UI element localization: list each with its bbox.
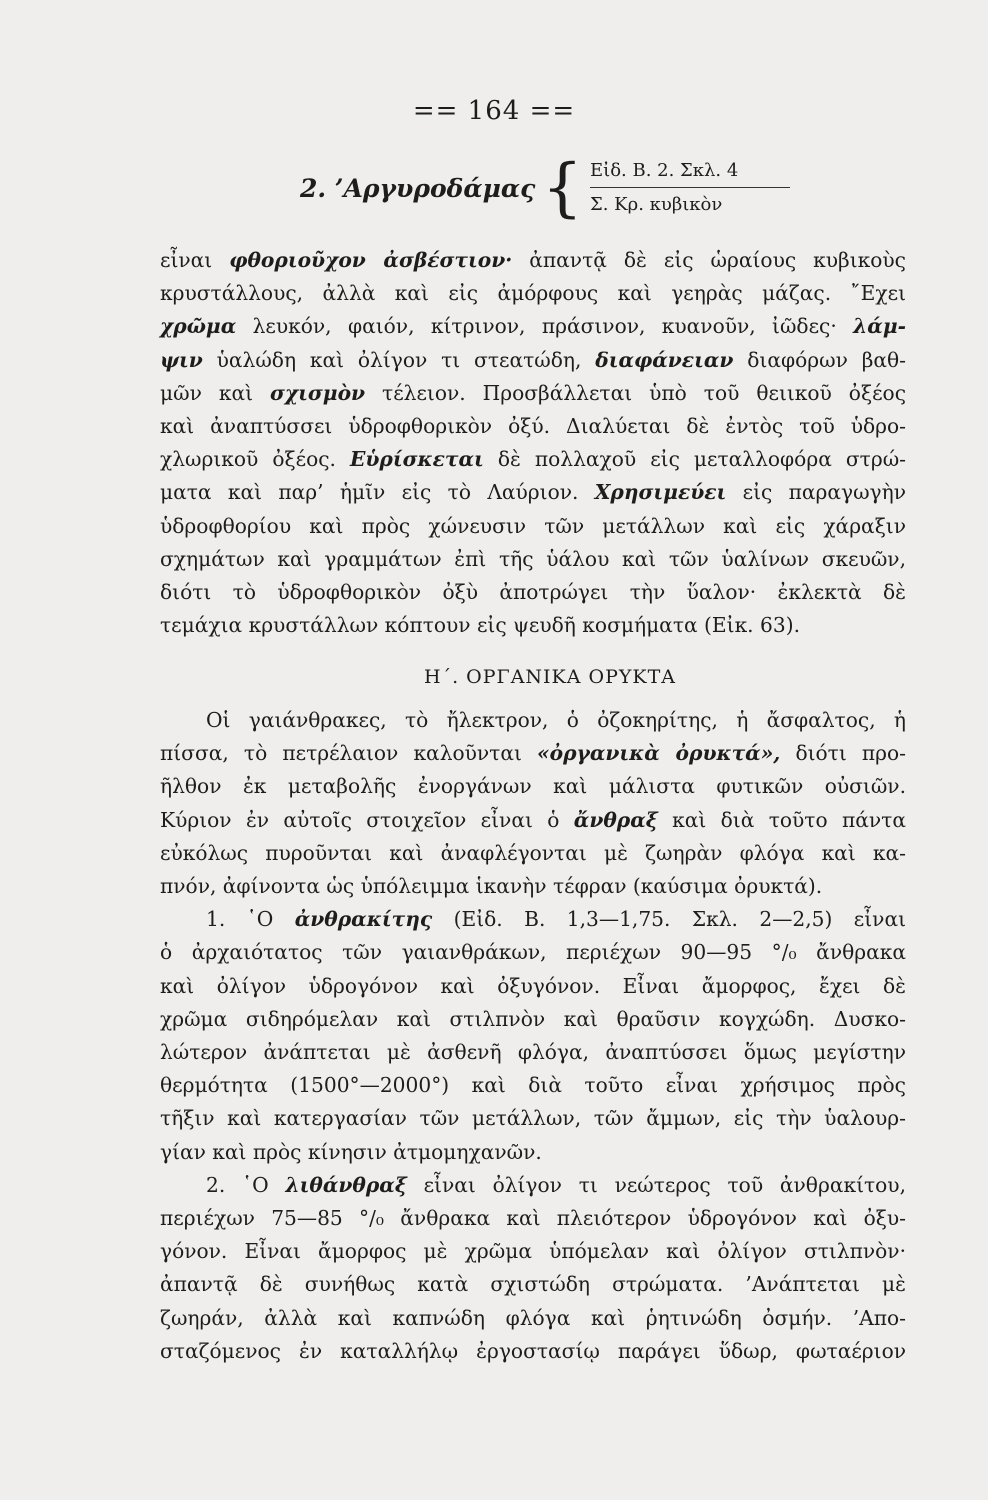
- text-run: γόνον. Εἶναι ἄμορφος μὲ χρῶμα ὑπόμελαν καὶ ὀλίγον στιλπνὸν·: [160, 1239, 906, 1264]
- text-run: σχημάτων καὶ γραμμάτων ἐπὶ τῆς ὑάλου καὶ τῶν ὑαλίνων σκευῶν,: [160, 546, 906, 571]
- text-run: πνόν, ἀφίνοντα ὡς ὑπόλειμμα ἱκανὴν τέφραν (καύσιμα ὀρυκτά).: [160, 874, 823, 899]
- text-run: τέλειον. Προσβάλλεται ὑπὸ τοῦ θειικοῦ ὀξέος: [365, 380, 906, 405]
- text-run: διότι προ-: [780, 741, 906, 766]
- emphasized-term: ψιν: [160, 347, 203, 372]
- text-run: ὁ ἀρχαιότατος τῶν γαιανθράκων, περιέχων 90—95 °/₀ ἄνθρακα: [160, 940, 906, 965]
- text-run: χλωρικοῦ ὀξέος.: [160, 447, 351, 472]
- text-run: 1. ῾Ο: [206, 907, 295, 932]
- text-run: λώτερον ἀνάπτεται μὲ ἀσθενῆ φλόγα, ἀναπτύσσει ὅμως μεγίστην: [160, 1040, 906, 1065]
- text-line: [160, 1268, 906, 1301]
- organic-minerals-text: [160, 704, 906, 1368]
- text-run: τῆξιν καὶ κατεργασίαν τῶν μετάλλων, τῶν ἄμμων, εἰς τὴν ὑαλουρ-: [160, 1106, 906, 1131]
- text-run: εὐκόλως πυροῦνται καὶ ἀναφλέγονται μὲ ζωηρὰν φλόγα καὶ κα-: [160, 840, 906, 865]
- text-line: [160, 1202, 906, 1235]
- emphasized-term: ἄνθραξ: [573, 807, 658, 832]
- text-run: 2. ῾Ο: [206, 1172, 286, 1197]
- emphasized-term: λιθάνθραξ: [285, 1172, 407, 1197]
- text-run: εἶναι: [160, 248, 230, 272]
- emphasized-term: διαφάνειαν: [595, 347, 734, 372]
- text-line: [160, 970, 906, 1003]
- text-run: γίαν καὶ πρὸς κίνησιν ἀτμομηχανῶν.: [160, 1139, 542, 1164]
- text-line: [160, 443, 906, 476]
- text-line: [160, 1335, 906, 1368]
- emphasized-term: χρῶμα: [160, 314, 237, 339]
- text-line: [160, 870, 906, 903]
- text-run: κρυστάλλους, ἀλλὰ καὶ εἰς ἀμόρφους καὶ γεηρὰς μάζας. ῎Εχει: [160, 281, 906, 306]
- section-header: [290, 152, 810, 232]
- emphasized-term: Εὑρίσκεται: [350, 447, 484, 472]
- mineral-title: 2. ’Αργυροδάμας: [300, 174, 536, 203]
- text-line: [160, 936, 906, 969]
- text-line: [160, 410, 906, 443]
- text-line: [160, 1235, 906, 1268]
- text-run: ματα καὶ παρ’ ἡμῖν εἰς τὸ Λαύριον.: [160, 480, 595, 505]
- text-line: [160, 770, 906, 803]
- text-run: χρῶμα σιδηρόμελαν καὶ στιλπνὸν καὶ θραῦσιν κογχώδη. Δυσκο-: [160, 1006, 906, 1031]
- emphasized-term: φθοριοῦχον ἀσβέστιον·: [229, 248, 513, 272]
- text-run: ζωηράν, ἀλλὰ καὶ καπνώδη φλόγα καὶ ῥητινώδη ὀσμήν. ’Απο-: [160, 1305, 906, 1330]
- text-run: ἀπαντᾷ δὲ εἰς ὡραίους κυβικοὺς: [512, 248, 906, 272]
- text-run: ἀπαντᾷ δὲ συνήθως κατὰ σχιστώδη στρώματα. ’Ανάπτεται μὲ: [160, 1272, 906, 1297]
- section-heading: Η΄. ΟΡΓΑΝΙΚΑ ΟΡΥΚΤΑ: [424, 666, 676, 688]
- text-run: πίσσα, τὸ πετρέλαιον καλοῦνται: [160, 741, 538, 766]
- text-line: [160, 1102, 906, 1135]
- text-line: [160, 1169, 906, 1202]
- text-line: [160, 1069, 906, 1102]
- text-run: θερμότητα (1500°—2000°) καὶ διὰ τοῦτο εἶναι χρήσιμος πρὸς: [160, 1073, 906, 1098]
- emphasized-term: «ὀργανικὰ ὀρυκτά»,: [537, 741, 781, 766]
- text-run: ὑαλώδη καὶ ὀλίγον τι στεατώδη,: [202, 347, 596, 372]
- page-number: == 164 ==: [412, 96, 576, 126]
- density-hardness: Εἰδ. Β. 2. Σκλ. 4: [590, 160, 790, 188]
- mineral-properties: [590, 160, 790, 215]
- text-run: ὑδροφθορίου καὶ πρὸς χώνευσιν τῶν μετάλλων καὶ εἰς χάραξιν: [160, 513, 906, 538]
- text-line: [160, 837, 906, 870]
- text-run: καὶ διὰ τοῦτο πάντα: [657, 807, 906, 832]
- text-run: περιέχων 75—85 °/₀ ἄνθρακα καὶ πλειότερον ὑδρογόνον καὶ ὀξυ-: [160, 1206, 906, 1231]
- text-line: [160, 737, 906, 770]
- text-run: Κύριον ἐν αὐτοῖς στοιχεῖον εἶναι ὁ: [160, 807, 574, 832]
- text-run: μῶν καὶ: [160, 380, 270, 405]
- text-run: καὶ ἀναπτύσσει ὑδροφθορικὸν ὀξύ. Διαλύεται δὲ ἐντὸς τοῦ ὑδρο-: [160, 414, 906, 439]
- text-line: [160, 344, 906, 377]
- emphasized-term: Χρησιμεύει: [594, 480, 727, 505]
- text-line: [160, 310, 906, 343]
- mineral-description: [160, 244, 906, 642]
- text-line: [160, 277, 906, 310]
- text-line: [160, 1302, 906, 1335]
- crystal-system: Σ. Κρ. κυβικὸν: [590, 194, 723, 215]
- text-run: δὲ πολλαχοῦ εἰς μεταλλοφόρα στρώ-: [483, 447, 906, 472]
- text-run: καὶ ὀλίγον ὑδρογόνον καὶ ὀξυγόνον. Εἶναι ἄμορφος, ἔχει δὲ: [160, 973, 906, 998]
- text-run: Οἱ γαιάνθρακες, τὸ ἤλεκτρον, ὁ ὀζοκηρίτης, ἡ ἄσφαλτος, ἡ: [206, 708, 906, 732]
- emphasized-term: ἀνθρακίτης: [294, 907, 433, 932]
- emphasized-term: λάμ-: [853, 314, 906, 339]
- brace-symbol: {: [542, 151, 583, 225]
- text-line: [160, 804, 906, 837]
- text-run: τεμάχια κρυστάλλων κόπτουν εἰς ψευδῆ κοσμήματα (Εἰκ. 63).: [160, 613, 800, 638]
- text-line: [160, 1003, 906, 1036]
- text-line: [160, 1036, 906, 1069]
- text-run: λευκόν, φαιόν, κίτρινον, πράσινον, κυανοῦν, ἰῶδες·: [236, 314, 854, 339]
- text-line: [160, 543, 906, 576]
- text-line: [160, 704, 906, 737]
- text-run: (Εἰδ. Β. 1,3—1,75. Σκλ. 2—2,5) εἶναι: [432, 907, 906, 932]
- text-line: [160, 377, 906, 410]
- text-line: [160, 510, 906, 543]
- text-line: [160, 903, 906, 936]
- text-line: [160, 244, 906, 277]
- text-run: εἰς παραγωγὴν: [726, 480, 906, 505]
- emphasized-term: σχισμὸν: [269, 380, 366, 405]
- text-run: σταζόμενος ἐν καταλλήλῳ ἐργοστασίῳ παράγει ὕδωρ, φωταέριον: [160, 1338, 906, 1363]
- text-run: εἶναι ὀλίγον τι νεώτερος τοῦ ἀνθρακίτου,: [406, 1172, 906, 1197]
- text-run: διαφόρων βαθ-: [733, 347, 906, 372]
- text-line: [160, 609, 906, 642]
- text-line: [160, 576, 906, 609]
- text-run: ῆλθον ἐκ μεταβολῆς ἐνοργάνων καὶ μάλιστα φυτικῶν οὐσιῶν.: [160, 774, 906, 799]
- text-line: [160, 476, 906, 509]
- text-line: [160, 1136, 906, 1169]
- text-run: διότι τὸ ὑδροφθορικὸν ὀξὺ ἀποτρώγει τὴν ὕαλον· ἐκλεκτὰ δὲ: [160, 580, 906, 605]
